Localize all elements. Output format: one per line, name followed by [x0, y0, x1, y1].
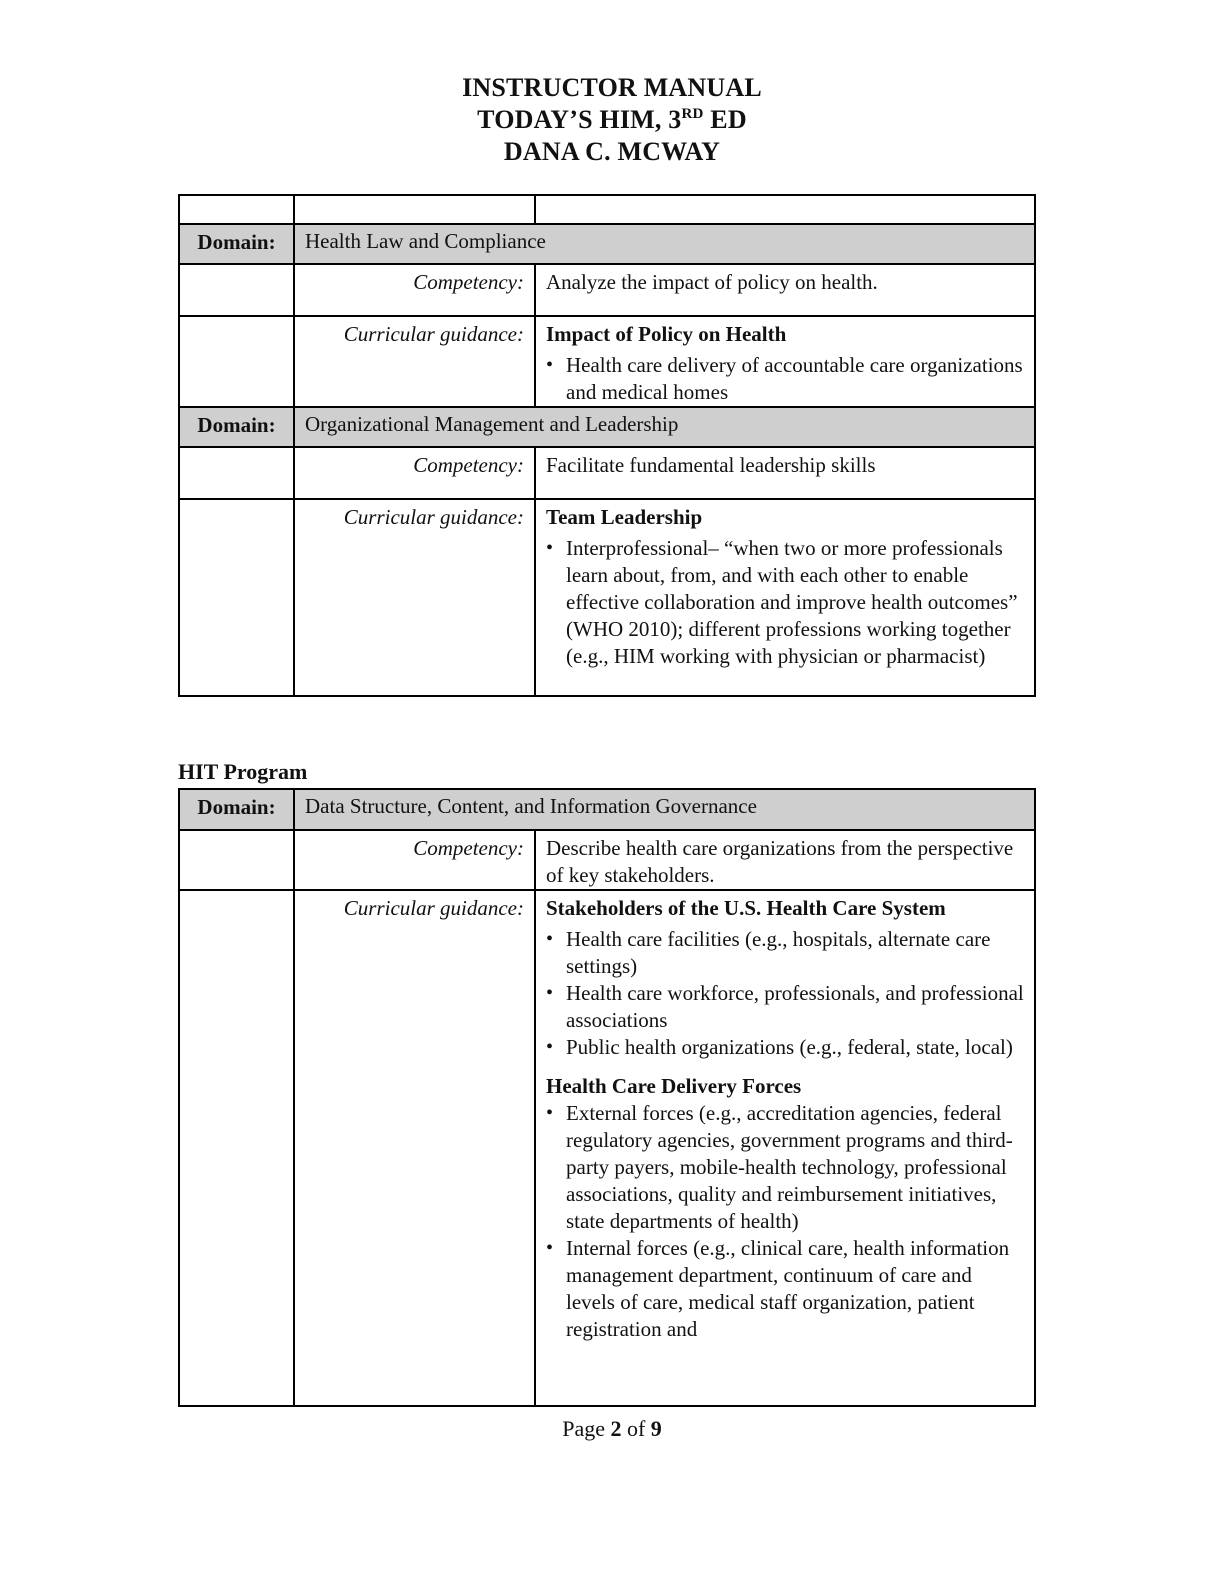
header-title: INSTRUCTOR MANUAL	[462, 73, 762, 102]
competency-text: Analyze the impact of policy on health.	[535, 264, 1035, 316]
table-row-empty	[179, 195, 1035, 224]
guidance-bullet-list	[546, 352, 1024, 406]
competency-label: Competency:	[294, 830, 535, 890]
page-total: 9	[650, 1416, 662, 1441]
header-author: DANA C. MCWAY	[503, 137, 721, 166]
table-cell	[179, 264, 294, 316]
header-edition	[0, 104, 1224, 136]
list-item: • Internal forces (e.g., clinical care, health information management department, continuum of care and levels of care, medical staff organization, patient registration and	[566, 1235, 1024, 1343]
table-cell	[179, 195, 294, 224]
competency-label: Competency:	[294, 447, 535, 499]
section-heading: HIT Program	[178, 759, 308, 784]
table-cell	[294, 195, 535, 224]
guidance-label: Curricular guidance:	[294, 499, 535, 696]
guidance-cell	[535, 316, 1035, 407]
guidance-cell	[535, 890, 1035, 1406]
guidance-bullet-list	[546, 535, 1024, 670]
guidance-bullet-list	[546, 1100, 1024, 1343]
list-item: • Public health organizations (e.g., federal, state, local)	[566, 1034, 1024, 1061]
table-cell	[179, 316, 294, 407]
competency-row	[179, 830, 1035, 890]
list-item: • Health care facilities (e.g., hospitals, alternate care settings)	[566, 926, 1024, 980]
document-header	[0, 72, 1224, 168]
guidance-heading: Impact of Policy on Health	[546, 322, 787, 346]
domain-label: Domain:	[179, 407, 294, 447]
domain-name: Data Structure, Content, and Information Governance	[294, 789, 1035, 830]
guidance-row	[179, 316, 1035, 407]
page-number: 2	[610, 1416, 622, 1441]
guidance-heading: Health Care Delivery Forces	[546, 1074, 802, 1098]
guidance-heading: Team Leadership	[546, 505, 703, 529]
page-label: Page	[562, 1416, 605, 1441]
header-edition-superscript: RD	[681, 106, 704, 122]
competency-row	[179, 447, 1035, 499]
header-edition-text: TODAY’S HIM, 3	[477, 105, 682, 134]
competency-row	[179, 264, 1035, 316]
table-cell	[179, 447, 294, 499]
domain-label: Domain:	[179, 224, 294, 264]
list-item: • Health care delivery of accountable care organizations and medical homes	[566, 352, 1024, 406]
domain-row	[179, 789, 1035, 830]
domain-name: Health Law and Compliance	[294, 224, 1035, 264]
domain-label: Domain:	[179, 789, 294, 830]
guidance-cell	[535, 499, 1035, 696]
list-item: • External forces (e.g., accreditation agencies, federal regulatory agencies, government programs and third-party payers, mobile-health technology, professional associations, quality and reimbursement initiatives, state departments of health)	[566, 1100, 1024, 1235]
guidance-bullet-list	[546, 926, 1024, 1061]
domain-row	[179, 224, 1035, 264]
competency-text: Describe health care organizations from the perspective of key stakeholders.	[535, 830, 1035, 890]
competency-label: Competency:	[294, 264, 535, 316]
competency-text: Facilitate fundamental leadership skills	[535, 447, 1035, 499]
table-cell	[179, 890, 294, 1406]
table-cell	[179, 830, 294, 890]
guidance-label: Curricular guidance:	[294, 316, 535, 407]
guidance-row	[179, 499, 1035, 696]
guidance-heading: Stakeholders of the U.S. Health Care System	[546, 896, 946, 920]
competency-table-1	[178, 194, 1036, 697]
header-edition-suffix: ED	[703, 105, 747, 134]
domain-row	[179, 407, 1035, 447]
domain-name: Organizational Management and Leadership	[294, 407, 1035, 447]
guidance-label: Curricular guidance:	[294, 890, 535, 1406]
page-footer	[0, 1416, 1224, 1442]
list-item: • Interprofessional– “when two or more professionals learn about, from, and with each other to enable effective collaboration and improve health outcomes” (WHO 2010); different professions working together (e.g., HIM working with physician or pharmacist)	[566, 535, 1024, 670]
table-cell	[535, 195, 1035, 224]
page-of-label: of	[626, 1416, 646, 1441]
table-cell	[179, 499, 294, 696]
competency-table-2	[178, 788, 1036, 1407]
guidance-row	[179, 890, 1035, 1406]
list-item: • Health care workforce, professionals, and professional associations	[566, 980, 1024, 1034]
